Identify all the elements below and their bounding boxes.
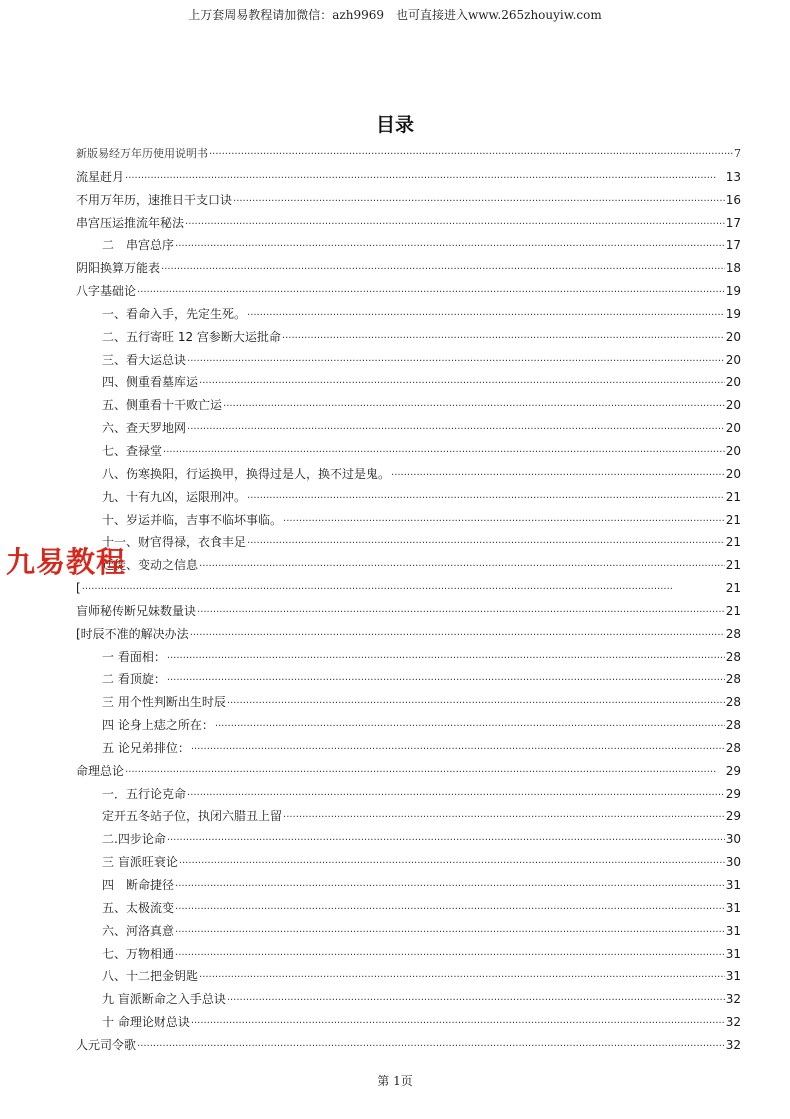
toc-entry-label: 八、十二把金钥匙 (102, 969, 199, 984)
toc-dot-leader (247, 491, 725, 507)
toc-dot-leader (185, 217, 725, 233)
table-of-contents (76, 146, 741, 1060)
toc-dot-leader (209, 147, 733, 163)
toc-entry-page: 20 (725, 398, 741, 413)
toc-entry[interactable] (76, 877, 741, 900)
toc-dot-leader (167, 833, 725, 849)
toc-entry-label: 迁徙、变动之信息 (102, 558, 199, 573)
toc-entry[interactable] (76, 786, 741, 809)
toc-entry-label: 四、侧重看墓库运 (102, 375, 199, 390)
toc-entry-page: 29 (725, 786, 741, 801)
watermark-logo: 九易教程 (6, 545, 127, 579)
toc-entry-page: 20 (725, 375, 741, 390)
toc-entry-page: 31 (725, 900, 741, 915)
toc-dot-leader (161, 262, 725, 278)
toc-entry-label: 二.四步论命 (102, 832, 166, 847)
toc-entry[interactable] (76, 146, 741, 169)
toc-entry-page: 13 (725, 169, 741, 184)
toc-entry[interactable] (76, 329, 741, 352)
toc-dot-leader (125, 765, 725, 781)
toc-dot-leader (187, 422, 725, 438)
toc-entry-label: 五、侧重看十干败亡运 (102, 398, 223, 413)
toc-entry-page: 17 (725, 238, 741, 253)
toc-dot-leader (137, 1039, 725, 1055)
toc-entry-page: 16 (725, 192, 741, 207)
toc-dot-leader (223, 399, 725, 415)
toc-dot-leader (167, 651, 725, 667)
toc-entry-label: 人元司令歌 (76, 1037, 137, 1052)
toc-entry-label: 一．五行论克命 (102, 786, 187, 801)
toc-entry-label: 三、看大运总诀 (102, 352, 187, 367)
toc-entry-label: 二 看顶旋： (102, 672, 166, 687)
toc-entry[interactable] (76, 946, 741, 969)
toc-dot-leader (137, 285, 725, 301)
toc-entry[interactable] (76, 489, 741, 512)
toc-entry-label: 六、查天罗地网 (102, 421, 187, 436)
toc-dot-leader (175, 239, 725, 255)
toc-dot-leader (283, 514, 725, 530)
toc-dot-leader (175, 902, 725, 918)
toc-entry-page: 21 (725, 581, 741, 596)
toc-entry-page: 28 (725, 626, 741, 641)
toc-entry-label: 九 盲派断命之入手总诀 (102, 992, 226, 1007)
toc-entry[interactable] (76, 740, 741, 763)
toc-entry-page: 28 (725, 672, 741, 687)
toc-entry[interactable] (76, 260, 741, 283)
toc-entry[interactable] (76, 626, 741, 649)
toc-entry[interactable] (76, 854, 741, 877)
toc-entry-label: 五 论兄弟排位： (102, 740, 190, 755)
toc-entry-label: 命理总论 (76, 763, 125, 778)
toc-entry[interactable] (76, 923, 741, 946)
toc-entry-page: 30 (725, 855, 741, 870)
toc-entry[interactable] (76, 306, 741, 329)
toc-entry[interactable] (76, 808, 741, 831)
toc-dot-leader (187, 354, 725, 370)
toc-entry[interactable] (76, 831, 741, 854)
toc-entry-page: 21 (725, 535, 741, 550)
toc-dot-leader (283, 810, 725, 826)
toc-entry-page: 28 (725, 695, 741, 710)
toc-entry-label: 十一、财官得禄，衣食丰足 (102, 535, 247, 550)
toc-entry-page: 20 (725, 443, 741, 458)
toc-entry[interactable] (76, 512, 741, 535)
toc-entry[interactable] (76, 1037, 741, 1060)
toc-entry[interactable] (76, 968, 741, 991)
toc-entry[interactable] (76, 352, 741, 375)
toc-entry-label: 盲师秘传断兄妹数量诀 (76, 603, 197, 618)
toc-entry-label: 阴阳换算万能表 (76, 261, 161, 276)
toc-entry[interactable] (76, 603, 741, 626)
toc-entry-page: 32 (725, 1015, 741, 1030)
toc-dot-leader (247, 536, 725, 552)
toc-entry-label: 十、岁运并临，吉事不临坏事临。 (102, 512, 283, 527)
toc-entry-label: 九、十有九凶，运限刑冲。 (102, 489, 247, 504)
toc-entry-label: 三 用个性判断出生时辰 (102, 695, 226, 710)
toc-dot-leader (227, 696, 725, 712)
toc-entry-page: 20 (725, 466, 741, 481)
toc-entry-page: 21 (725, 512, 741, 527)
toc-entry[interactable] (76, 169, 741, 192)
toc-entry[interactable] (76, 580, 741, 603)
toc-entry[interactable] (76, 717, 741, 740)
toc-entry[interactable] (76, 1014, 741, 1037)
toc-entry-label: 八、伤寒换阳，行运换甲，换得过是人，换不过是鬼。 (102, 466, 391, 481)
toc-entry[interactable] (76, 283, 741, 306)
toc-entry[interactable] (76, 192, 741, 215)
toc-entry-page: 28 (725, 740, 741, 755)
toc-entry-page: 21 (725, 603, 741, 618)
toc-entry-page: 21 (725, 558, 741, 573)
toc-dot-leader (199, 376, 725, 392)
toc-entry[interactable] (76, 374, 741, 397)
toc-entry-label: [ (76, 581, 81, 596)
toc-dot-leader (199, 559, 725, 575)
toc-entry-label: 六、河洛真意 (102, 923, 175, 938)
toc-dot-leader (199, 970, 725, 986)
toc-entry-label: 七、查禄堂 (102, 443, 163, 458)
toc-entry-page: 20 (725, 329, 741, 344)
toc-dot-leader (215, 719, 725, 735)
toc-entry-label: 七、万物相通 (102, 946, 175, 961)
toc-dot-leader (191, 1016, 725, 1032)
toc-entry-page: 29 (725, 763, 741, 778)
toc-entry-page: 30 (725, 832, 741, 847)
toc-entry-label: 二 串宫总序 (102, 238, 175, 253)
toc-dot-leader (175, 925, 725, 941)
toc-entry[interactable] (76, 237, 741, 260)
toc-entry-label: 八字基础论 (76, 284, 137, 299)
toc-entry-label: 四 论身上痣之所在： (102, 718, 214, 733)
toc-entry-page: 31 (725, 878, 741, 892)
toc-entry-page: 18 (725, 261, 741, 276)
toc-dot-leader (197, 605, 725, 621)
toc-entry-label: 不用万年历，速推日干支口诀 (76, 192, 233, 207)
toc-entry-page: 32 (725, 992, 741, 1007)
toc-entry-label: 四 断命捷径 (102, 878, 175, 892)
toc-dot-leader (82, 582, 725, 598)
toc-entry-label: 一 看面相： (102, 649, 166, 664)
toc-entry-label: [时辰不准的解决办法 (76, 626, 189, 641)
toc-entry-label: 一、看命入手，先定生死。 (102, 306, 247, 321)
toc-entry[interactable] (76, 397, 741, 420)
toc-dot-leader (190, 628, 725, 644)
toc-entry[interactable] (76, 557, 741, 580)
toc-dot-leader (175, 948, 725, 964)
toc-entry-page: 28 (725, 718, 741, 733)
toc-entry[interactable] (76, 443, 741, 466)
toc-entry-label: 三 盲派旺衰论 (102, 855, 178, 870)
toc-entry[interactable] (76, 694, 741, 717)
toc-entry[interactable] (76, 763, 741, 786)
toc-entry-page: 7 (734, 147, 741, 160)
toc-dot-leader (391, 468, 725, 484)
toc-entry[interactable] (76, 215, 741, 238)
toc-entry-label: 串宫压运推流年秘法 (76, 215, 185, 230)
toc-entry-label: 二、五行寄旺 12 宫参断大运批命 (102, 329, 281, 344)
toc-entry-label: 五、太极流变 (102, 900, 175, 915)
toc-dot-leader (233, 194, 725, 210)
toc-entry-page: 20 (725, 352, 741, 367)
toc-entry-page: 21 (725, 489, 741, 504)
toc-entry-page: 20 (725, 421, 741, 436)
toc-entry-page: 28 (725, 649, 741, 664)
toc-entry[interactable] (76, 991, 741, 1014)
toc-entry-label: 流星赶月 (76, 169, 125, 184)
toc-entry-page: 29 (725, 809, 741, 824)
toc-entry[interactable] (76, 534, 741, 557)
toc-entry[interactable] (76, 649, 741, 672)
toc-dot-leader (167, 673, 725, 689)
toc-entry-page: 31 (725, 946, 741, 961)
toc-entry[interactable] (76, 900, 741, 923)
toc-entry-page: 19 (725, 284, 741, 299)
toc-entry-page: 19 (725, 306, 741, 321)
page-title: 目录 (375, 114, 414, 136)
page-number: 第 1页 (377, 1074, 413, 1088)
toc-entry[interactable] (76, 671, 741, 694)
toc-entry[interactable] (76, 466, 741, 489)
toc-entry[interactable] (76, 420, 741, 443)
toc-entry-label: 十 命理论财总诀 (102, 1015, 190, 1030)
toc-dot-leader (175, 879, 725, 895)
toc-entry-page: 32 (725, 1037, 741, 1052)
toc-entry-page: 31 (725, 923, 741, 938)
toc-entry-page: 31 (725, 969, 741, 984)
toc-dot-leader (179, 856, 725, 872)
toc-dot-leader (187, 788, 725, 804)
toc-dot-leader (282, 331, 725, 347)
toc-dot-leader (247, 308, 725, 324)
toc-dot-leader (227, 993, 725, 1009)
toc-entry-page: 17 (725, 215, 741, 230)
toc-dot-leader (125, 171, 725, 187)
header-note: 上万套周易教程请加微信：azh9969 也可直接进入www.265zhouyiw.com (188, 8, 602, 22)
toc-dot-leader (163, 445, 725, 461)
toc-dot-leader (191, 742, 725, 758)
toc-entry-label: 定开五冬站子位，执闭六腊丑上留 (102, 809, 283, 824)
toc-entry-label: 新版易经万年历使用说明书 (76, 147, 208, 160)
